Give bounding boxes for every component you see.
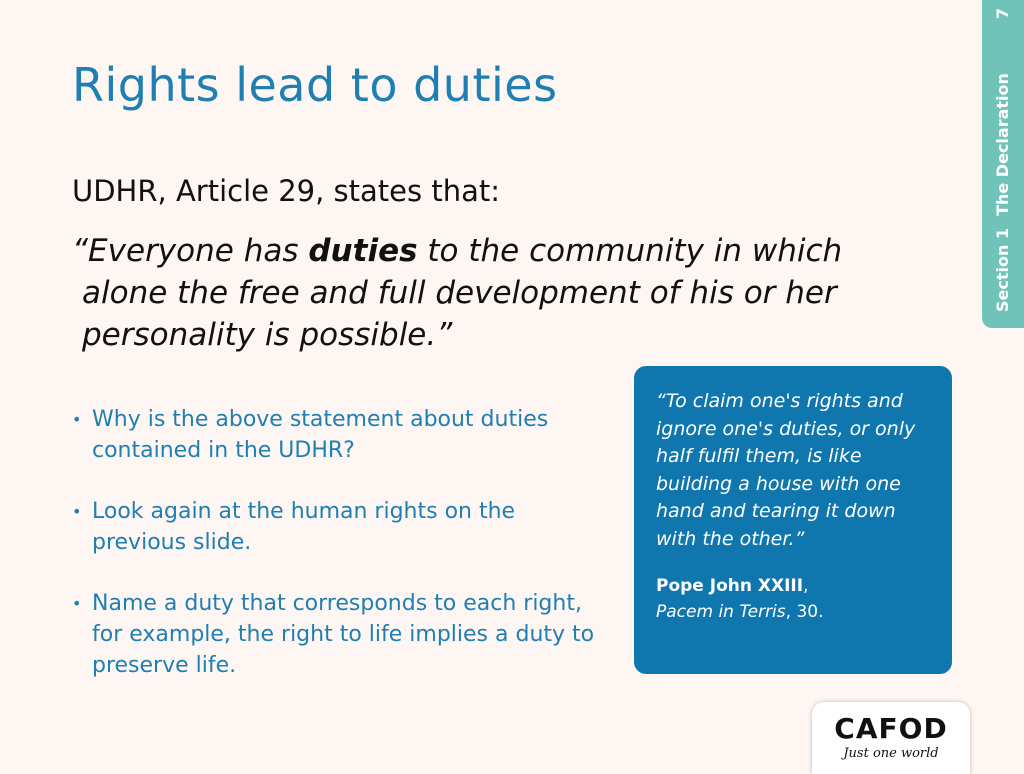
cafod-logo — [812, 702, 970, 774]
page-number: 7 — [993, 8, 1012, 20]
bullet-icon: • — [72, 410, 82, 429]
section-label: Section 1 — [993, 227, 1012, 312]
question-item — [72, 588, 602, 681]
pope-quote-text: “To claim one's rights and ignore one's duties, or only half fulfil them, is like building a house with one hand and tearing it down with the other.” — [656, 390, 916, 550]
quote-open: “Everyone has — [72, 233, 309, 269]
section-title: The Declaration — [993, 73, 1012, 216]
logo-tagline: Just one world — [843, 746, 939, 761]
question-item — [72, 404, 602, 466]
question-item — [72, 496, 602, 558]
logo-wordmark: CAFOD — [834, 712, 948, 745]
quote-reference: , 30. — [785, 602, 824, 622]
question-text: Why is the above statement about duties contained in the UDHR? — [92, 407, 549, 463]
author-separator: , — [803, 576, 809, 596]
discussion-questions — [72, 404, 602, 711]
quote-emphasis: duties — [308, 233, 418, 269]
quote-work-title: Pacem in Terris — [656, 602, 786, 622]
quote-line3: personality is possible.” — [82, 317, 453, 353]
section-side-tab — [982, 0, 1024, 328]
quote-attribution — [656, 573, 934, 625]
article-29-quote — [72, 230, 942, 356]
pope-quote-box — [634, 366, 952, 674]
quote-line2: alone the free and full development of his or her — [82, 275, 837, 311]
bullet-icon: • — [72, 502, 82, 521]
quote-author: Pope John XXIII — [656, 576, 804, 596]
question-text: Name a duty that corresponds to each right, for example, the right to life implies a duty to preserve life. — [92, 591, 595, 678]
article-intro: UDHR, Article 29, states that: — [72, 174, 500, 208]
slide-title: Rights lead to duties — [72, 58, 558, 112]
bullet-icon: • — [72, 594, 82, 613]
question-text: Look again at the human rights on the previous slide. — [92, 499, 516, 555]
side-tab-text — [986, 0, 1020, 320]
quote-rest-line1: to the community in which — [417, 233, 843, 269]
